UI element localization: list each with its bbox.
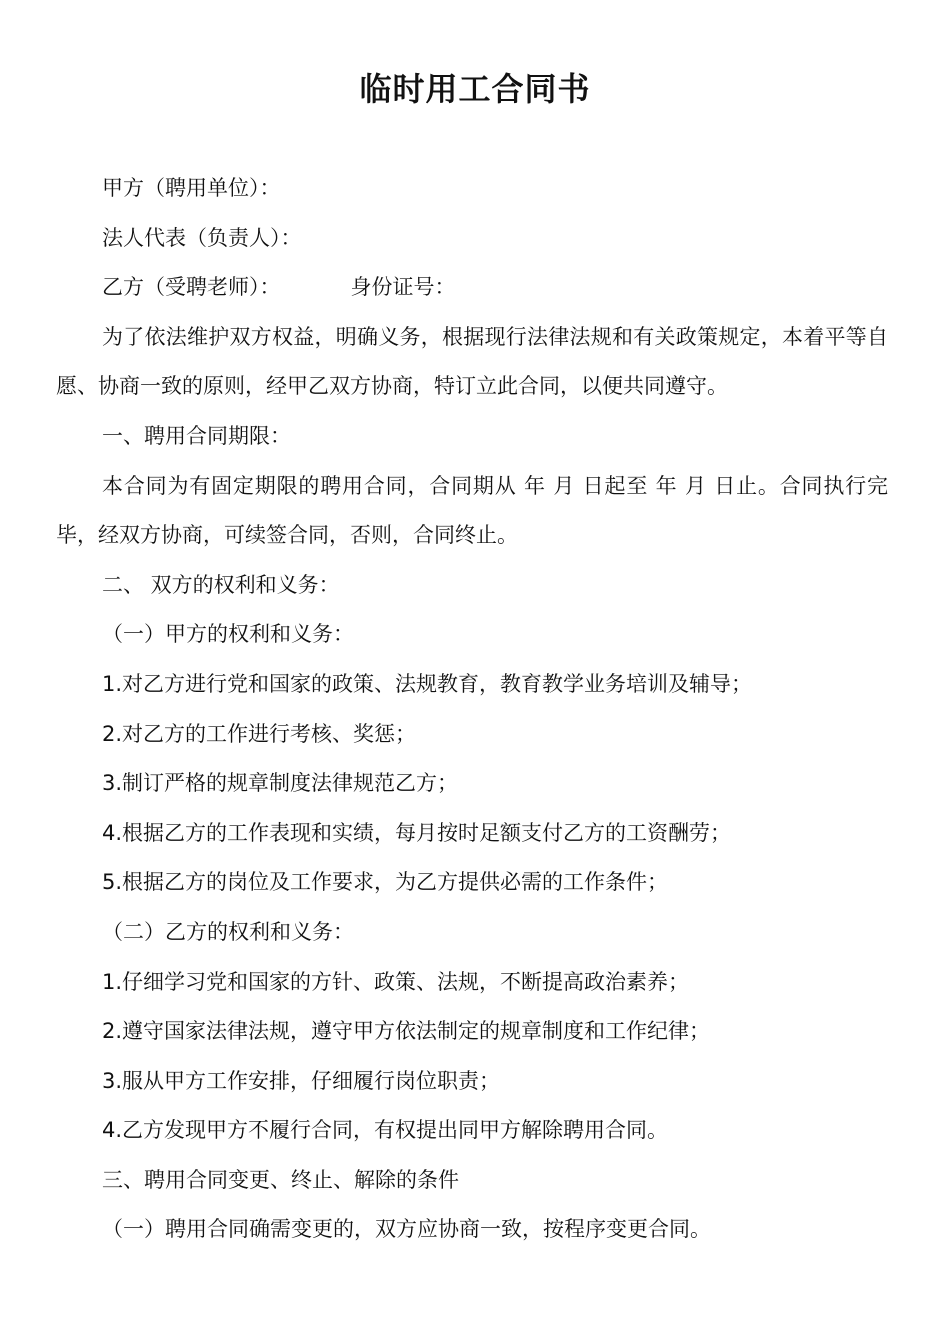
document-body xyxy=(56,164,888,1255)
list-item: 4.根据乙方的工作表现和实绩，每月按时足额支付乙方的工资酬劳； xyxy=(102,820,732,845)
intro-paragraph: 为了依法维护双方权益，明确义务，根据现行法律法规和有关政策规定，本着平等自愿、协商一致的原则，经甲乙双方协商，特订立此合同，以便共同遵守。 xyxy=(56,324,888,399)
section1-text: 本合同为有固定期限的聘用合同，合同期从 年 月 日起至 年 月 日止。合同执行完毕，经双方协商，可续签合同，否则，合同终止。 xyxy=(56,473,888,548)
list-item: 5.根据乙方的岗位及工作要求，为乙方提供必需的工作条件； xyxy=(102,870,669,895)
section2a-heading: （一）甲方的权利和义务： xyxy=(102,622,354,647)
section3a-text: （一）聘用合同确需变更的，双方应协商一致，按程序变更合同。 xyxy=(102,1217,711,1242)
list-item: 3.制订严格的规章制度法律规范乙方； xyxy=(102,771,459,796)
document-title: 临时用工合同书 xyxy=(359,70,591,108)
party-b-line xyxy=(56,263,888,313)
list-item: 1.对乙方进行党和国家的政策、法规教育，教育教学业务培训及辅导； xyxy=(102,671,753,696)
list-item: 4.乙方发现甲方不履行合同，有权提出同甲方解除聘用合同。 xyxy=(102,1118,669,1143)
party-a-line: 甲方（聘用单位）： xyxy=(102,176,281,200)
list-item: 2.对乙方的工作进行考核、奖惩； xyxy=(102,721,417,746)
legal-rep-line: 法人代表（负责人）： xyxy=(102,225,302,250)
section2-heading: 二、 双方的权利和义务： xyxy=(102,572,340,597)
list-item: 3.服从甲方工作安排，仔细履行岗位职责； xyxy=(102,1068,501,1093)
party-b-label: 乙方（受聘老师）： xyxy=(102,275,281,300)
section1-heading: 一、聘用合同期限： xyxy=(102,423,291,448)
section3-heading: 三、聘用合同变更、终止、解除的条件 xyxy=(102,1167,459,1192)
section2b-heading: （二）乙方的权利和义务： xyxy=(102,919,354,944)
list-item: 2.遵守国家法律法规，遵守甲方依法制定的规章制度和工作纪律； xyxy=(102,1019,711,1044)
list-item: 1.仔细学习党和国家的方针、政策、法规，不断提高政治素养； xyxy=(102,969,690,994)
id-number-label: 身份证号： xyxy=(350,275,456,300)
